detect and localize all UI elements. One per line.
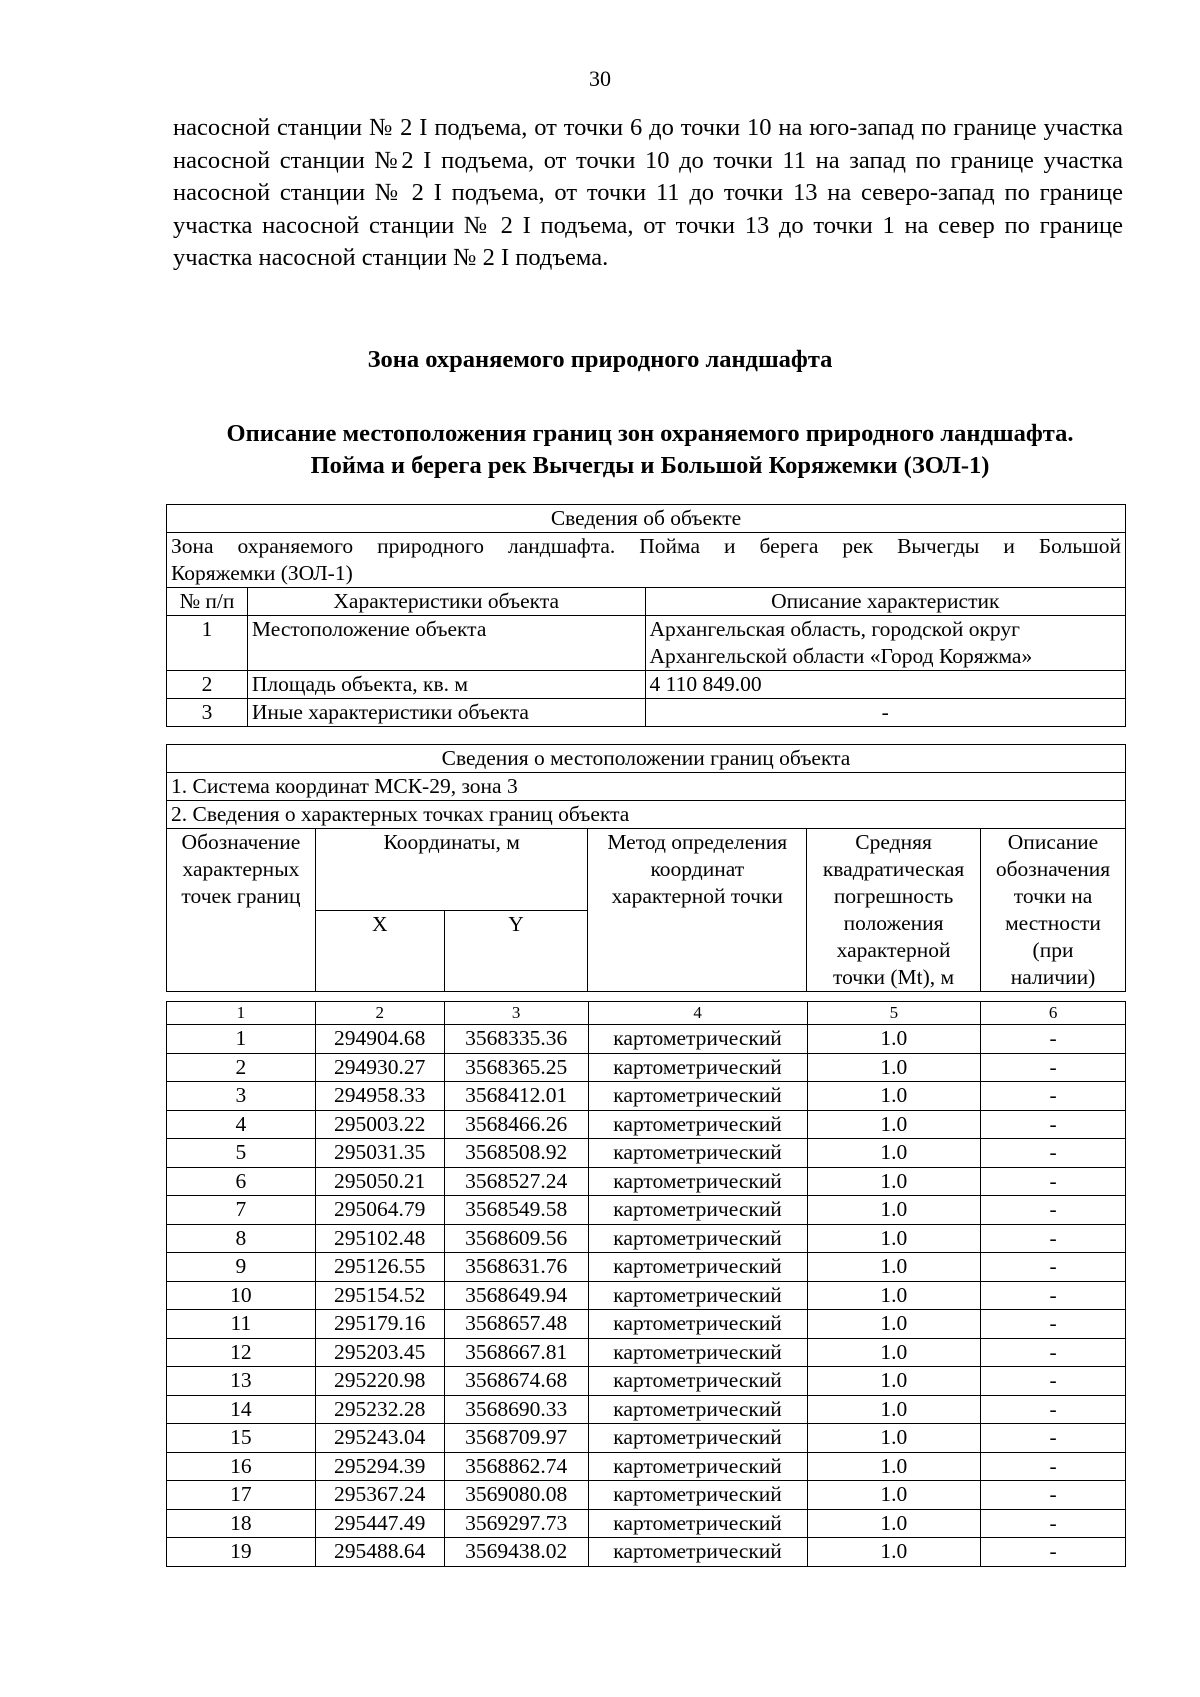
point-method: картометрический: [588, 1310, 807, 1339]
point-number: 19: [167, 1538, 316, 1567]
point-description: -: [981, 1310, 1126, 1339]
point-y: 3568412.01: [444, 1082, 588, 1111]
point-error: 1.0: [807, 1196, 981, 1225]
point-x: 295367.24: [315, 1481, 444, 1510]
point-error: 1.0: [807, 1082, 981, 1111]
point-x: 295003.22: [315, 1110, 444, 1139]
header-error-line: погрешность: [833, 884, 954, 908]
point-method: картометрический: [588, 1139, 807, 1168]
table-row: [167, 1538, 1126, 1567]
row-description: [645, 616, 1125, 671]
header-designation-line: Обозначение: [181, 830, 301, 854]
header-error-line: характерной: [836, 938, 951, 962]
point-description: -: [981, 1481, 1126, 1510]
point-number: 14: [167, 1395, 316, 1424]
point-y: 3568508.92: [444, 1139, 588, 1168]
intro-paragraph: насосной станции № 2 I подъема, от точки 6 до точки 10 на юго-запад по границе участка насосной станции №2 I подъема, от точки 10 до точки 11 на запад по границе участка насосной станции № 2 I подъема, от точки 11 до точки 13 на северо-запад по границе участка насосной станции № 2 I подъема, от точки 13 до точки 1 на север по границе участка насосной станции № 2 I подъема.: [173, 114, 1123, 271]
point-method: картометрический: [588, 1167, 807, 1196]
header-point-description-line: наличии): [1010, 965, 1096, 989]
row-description-line2: Архангельской области «Город Коряжма»: [649, 644, 1033, 668]
header-designation: [167, 829, 316, 992]
point-y: 3569297.73: [444, 1509, 588, 1538]
object-row: [167, 671, 1126, 699]
points-info: 2. Сведения о характерных точках границ объекта: [167, 801, 1126, 829]
header-point-description-line: обозначения: [995, 857, 1111, 881]
table-row: [167, 1281, 1126, 1310]
row-num: 1: [167, 616, 248, 671]
point-error: 1.0: [807, 1424, 981, 1453]
point-number: 2: [167, 1053, 316, 1082]
header-x: X: [315, 910, 444, 992]
point-y: 3568631.76: [444, 1253, 588, 1282]
point-number: 15: [167, 1424, 316, 1453]
point-method: картометрический: [588, 1395, 807, 1424]
header-point-description-line: точки на: [1013, 884, 1093, 908]
point-description: -: [981, 1196, 1126, 1225]
table-row: [167, 1025, 1126, 1054]
column-number: 4: [588, 1002, 807, 1025]
row-description: -: [645, 699, 1125, 727]
object-row: [167, 699, 1126, 727]
header-point-description-line: местности: [1005, 911, 1101, 935]
column-number: 2: [315, 1002, 444, 1025]
point-x: 295154.52: [315, 1281, 444, 1310]
description-heading: [160, 418, 1140, 482]
table-row: [167, 1110, 1126, 1139]
table-row: [167, 1424, 1126, 1453]
point-description: -: [981, 1452, 1126, 1481]
point-method: картометрический: [588, 1082, 807, 1111]
point-method: картометрический: [588, 1053, 807, 1082]
point-method: картометрический: [588, 1110, 807, 1139]
zone-heading: Зона охраняемого природного ландшафта: [367, 346, 833, 373]
header-error-line: положения: [843, 911, 944, 935]
row-num: 2: [167, 671, 248, 699]
header-designation-line: характерных: [182, 857, 300, 881]
row-characteristic: Иные характеристики объекта: [247, 699, 645, 727]
point-error: 1.0: [807, 1395, 981, 1424]
point-x: 295126.55: [315, 1253, 444, 1282]
header-error-line: Средняя: [855, 830, 932, 854]
object-name-line2: Коряжемки (ЗОЛ-1): [171, 561, 353, 585]
table-row: [167, 1395, 1126, 1424]
column-number: 1: [167, 1002, 316, 1025]
point-description: -: [981, 1025, 1126, 1054]
object-table-title: Сведения об объекте: [167, 505, 1126, 533]
point-y: 3568709.97: [444, 1424, 588, 1453]
header-method-line: Метод определения: [607, 830, 788, 854]
point-number: 4: [167, 1110, 316, 1139]
header-point-description-line: (при: [1032, 938, 1074, 962]
table-row: [167, 1310, 1126, 1339]
header-point-description-line: Описание: [1007, 830, 1099, 854]
column-number-row: [167, 1002, 1126, 1025]
object-info-table: [166, 504, 1126, 727]
point-error: 1.0: [807, 1281, 981, 1310]
header-coordinates: Координаты, м: [315, 829, 588, 911]
point-description: -: [981, 1281, 1126, 1310]
location-table: [166, 744, 1126, 992]
row-num: 3: [167, 699, 248, 727]
table-row: [167, 1167, 1126, 1196]
table-row: [167, 1452, 1126, 1481]
point-error: 1.0: [807, 1253, 981, 1282]
point-x: 295243.04: [315, 1424, 444, 1453]
point-method: картометрический: [588, 1196, 807, 1225]
table-row: [167, 1082, 1126, 1111]
point-x: 295179.16: [315, 1310, 444, 1339]
point-x: 294930.27: [315, 1053, 444, 1082]
point-number: 1: [167, 1025, 316, 1054]
point-number: 5: [167, 1139, 316, 1168]
point-description: -: [981, 1253, 1126, 1282]
row-description-line1: Архангельская область, городской округ: [649, 617, 1020, 641]
point-error: 1.0: [807, 1481, 981, 1510]
header-num: № п/п: [167, 588, 248, 616]
point-description: -: [981, 1224, 1126, 1253]
point-description: -: [981, 1139, 1126, 1168]
point-number: 10: [167, 1281, 316, 1310]
table-row: [167, 1053, 1126, 1082]
point-method: картометрический: [588, 1452, 807, 1481]
point-error: 1.0: [807, 1509, 981, 1538]
point-number: 13: [167, 1367, 316, 1396]
point-error: 1.0: [807, 1167, 981, 1196]
header-error-line: квадратическая: [822, 857, 965, 881]
column-number: 5: [807, 1002, 981, 1025]
point-error: 1.0: [807, 1110, 981, 1139]
point-x: 295031.35: [315, 1139, 444, 1168]
header-method-line: характерной точки: [611, 884, 783, 908]
column-number: 6: [981, 1002, 1126, 1025]
point-number: 18: [167, 1509, 316, 1538]
point-x: 295064.79: [315, 1196, 444, 1225]
table-row: [167, 1338, 1126, 1367]
point-error: 1.0: [807, 1025, 981, 1054]
point-method: картометрический: [588, 1367, 807, 1396]
point-description: -: [981, 1053, 1126, 1082]
header-characteristic: Характеристики объекта: [247, 588, 645, 616]
point-x: 294958.33: [315, 1082, 444, 1111]
object-name-line1: Зона охраняемого природного ландшафта. Пойма и берега рек Вычегды и Большой: [171, 534, 1121, 558]
point-number: 3: [167, 1082, 316, 1111]
point-y: 3568609.56: [444, 1224, 588, 1253]
point-number: 16: [167, 1452, 316, 1481]
point-x: 295220.98: [315, 1367, 444, 1396]
row-characteristic: Местоположение объекта: [247, 616, 645, 671]
point-method: картометрический: [588, 1509, 807, 1538]
object-row: [167, 616, 1126, 671]
point-x: 295102.48: [315, 1224, 444, 1253]
point-number: 7: [167, 1196, 316, 1225]
point-x: 295294.39: [315, 1452, 444, 1481]
header-designation-line: точек границ: [181, 884, 301, 908]
point-x: 295203.45: [315, 1338, 444, 1367]
point-y: 3568674.68: [444, 1367, 588, 1396]
point-description: -: [981, 1338, 1126, 1367]
points-table: [166, 1001, 1126, 1567]
point-y: 3569080.08: [444, 1481, 588, 1510]
point-description: -: [981, 1509, 1126, 1538]
point-error: 1.0: [807, 1224, 981, 1253]
table-row: [167, 1253, 1126, 1282]
point-y: 3568527.24: [444, 1167, 588, 1196]
header-error: [807, 829, 981, 992]
point-method: картометрический: [588, 1424, 807, 1453]
point-description: -: [981, 1538, 1126, 1567]
point-x: 295232.28: [315, 1395, 444, 1424]
point-x: 294904.68: [315, 1025, 444, 1054]
point-method: картометрический: [588, 1481, 807, 1510]
point-error: 1.0: [807, 1139, 981, 1168]
point-method: картометрический: [588, 1281, 807, 1310]
point-error: 1.0: [807, 1338, 981, 1367]
header-description: Описание характеристик: [645, 588, 1125, 616]
point-method: картометрический: [588, 1224, 807, 1253]
point-y: 3568365.25: [444, 1053, 588, 1082]
column-number: 3: [444, 1002, 588, 1025]
point-y: 3568335.36: [444, 1025, 588, 1054]
object-name-cell: [167, 533, 1126, 588]
point-error: 1.0: [807, 1367, 981, 1396]
point-method: картометрический: [588, 1025, 807, 1054]
header-point-description: [981, 829, 1126, 992]
point-x: 295050.21: [315, 1167, 444, 1196]
point-error: 1.0: [807, 1538, 981, 1567]
point-number: 17: [167, 1481, 316, 1510]
point-number: 8: [167, 1224, 316, 1253]
point-method: картометрический: [588, 1253, 807, 1282]
header-method: [588, 829, 807, 992]
table-row: [167, 1481, 1126, 1510]
point-y: 3568549.58: [444, 1196, 588, 1225]
header-y: Y: [444, 910, 588, 992]
table-row: [167, 1509, 1126, 1538]
point-description: -: [981, 1424, 1126, 1453]
point-y: 3568649.94: [444, 1281, 588, 1310]
point-number: 12: [167, 1338, 316, 1367]
point-number: 6: [167, 1167, 316, 1196]
table-row: [167, 1139, 1126, 1168]
point-y: 3568657.48: [444, 1310, 588, 1339]
row-description: 4 110 849.00: [645, 671, 1125, 699]
point-y: 3568466.26: [444, 1110, 588, 1139]
page-number: 30: [589, 66, 611, 91]
header-error-line: точки (Mt), м: [832, 965, 955, 989]
coordinate-system: 1. Система координат МСК-29, зона 3: [167, 773, 1126, 801]
point-method: картометрический: [588, 1338, 807, 1367]
point-y: 3568667.81: [444, 1338, 588, 1367]
table-row: [167, 1224, 1126, 1253]
point-method: картометрический: [588, 1538, 807, 1567]
description-heading-line2: Пойма и берега рек Вычегды и Большой Коряжемки (ЗОЛ-1): [310, 452, 990, 479]
point-y: 3568862.74: [444, 1452, 588, 1481]
point-description: -: [981, 1167, 1126, 1196]
header-method-line: координат: [650, 857, 745, 881]
point-y: 3568690.33: [444, 1395, 588, 1424]
point-y: 3569438.02: [444, 1538, 588, 1567]
description-heading-line1: Описание местоположения границ зон охраняемого природного ландшафта.: [226, 420, 1074, 447]
table-row: [167, 1367, 1126, 1396]
point-error: 1.0: [807, 1452, 981, 1481]
point-description: -: [981, 1367, 1126, 1396]
point-description: -: [981, 1082, 1126, 1111]
point-x: 295488.64: [315, 1538, 444, 1567]
row-characteristic: Площадь объекта, кв. м: [247, 671, 645, 699]
point-error: 1.0: [807, 1310, 981, 1339]
point-description: -: [981, 1110, 1126, 1139]
point-number: 9: [167, 1253, 316, 1282]
point-number: 11: [167, 1310, 316, 1339]
table-row: [167, 1196, 1126, 1225]
location-table-title: Сведения о местоположении границ объекта: [167, 745, 1126, 773]
point-error: 1.0: [807, 1053, 981, 1082]
point-description: -: [981, 1395, 1126, 1424]
point-x: 295447.49: [315, 1509, 444, 1538]
